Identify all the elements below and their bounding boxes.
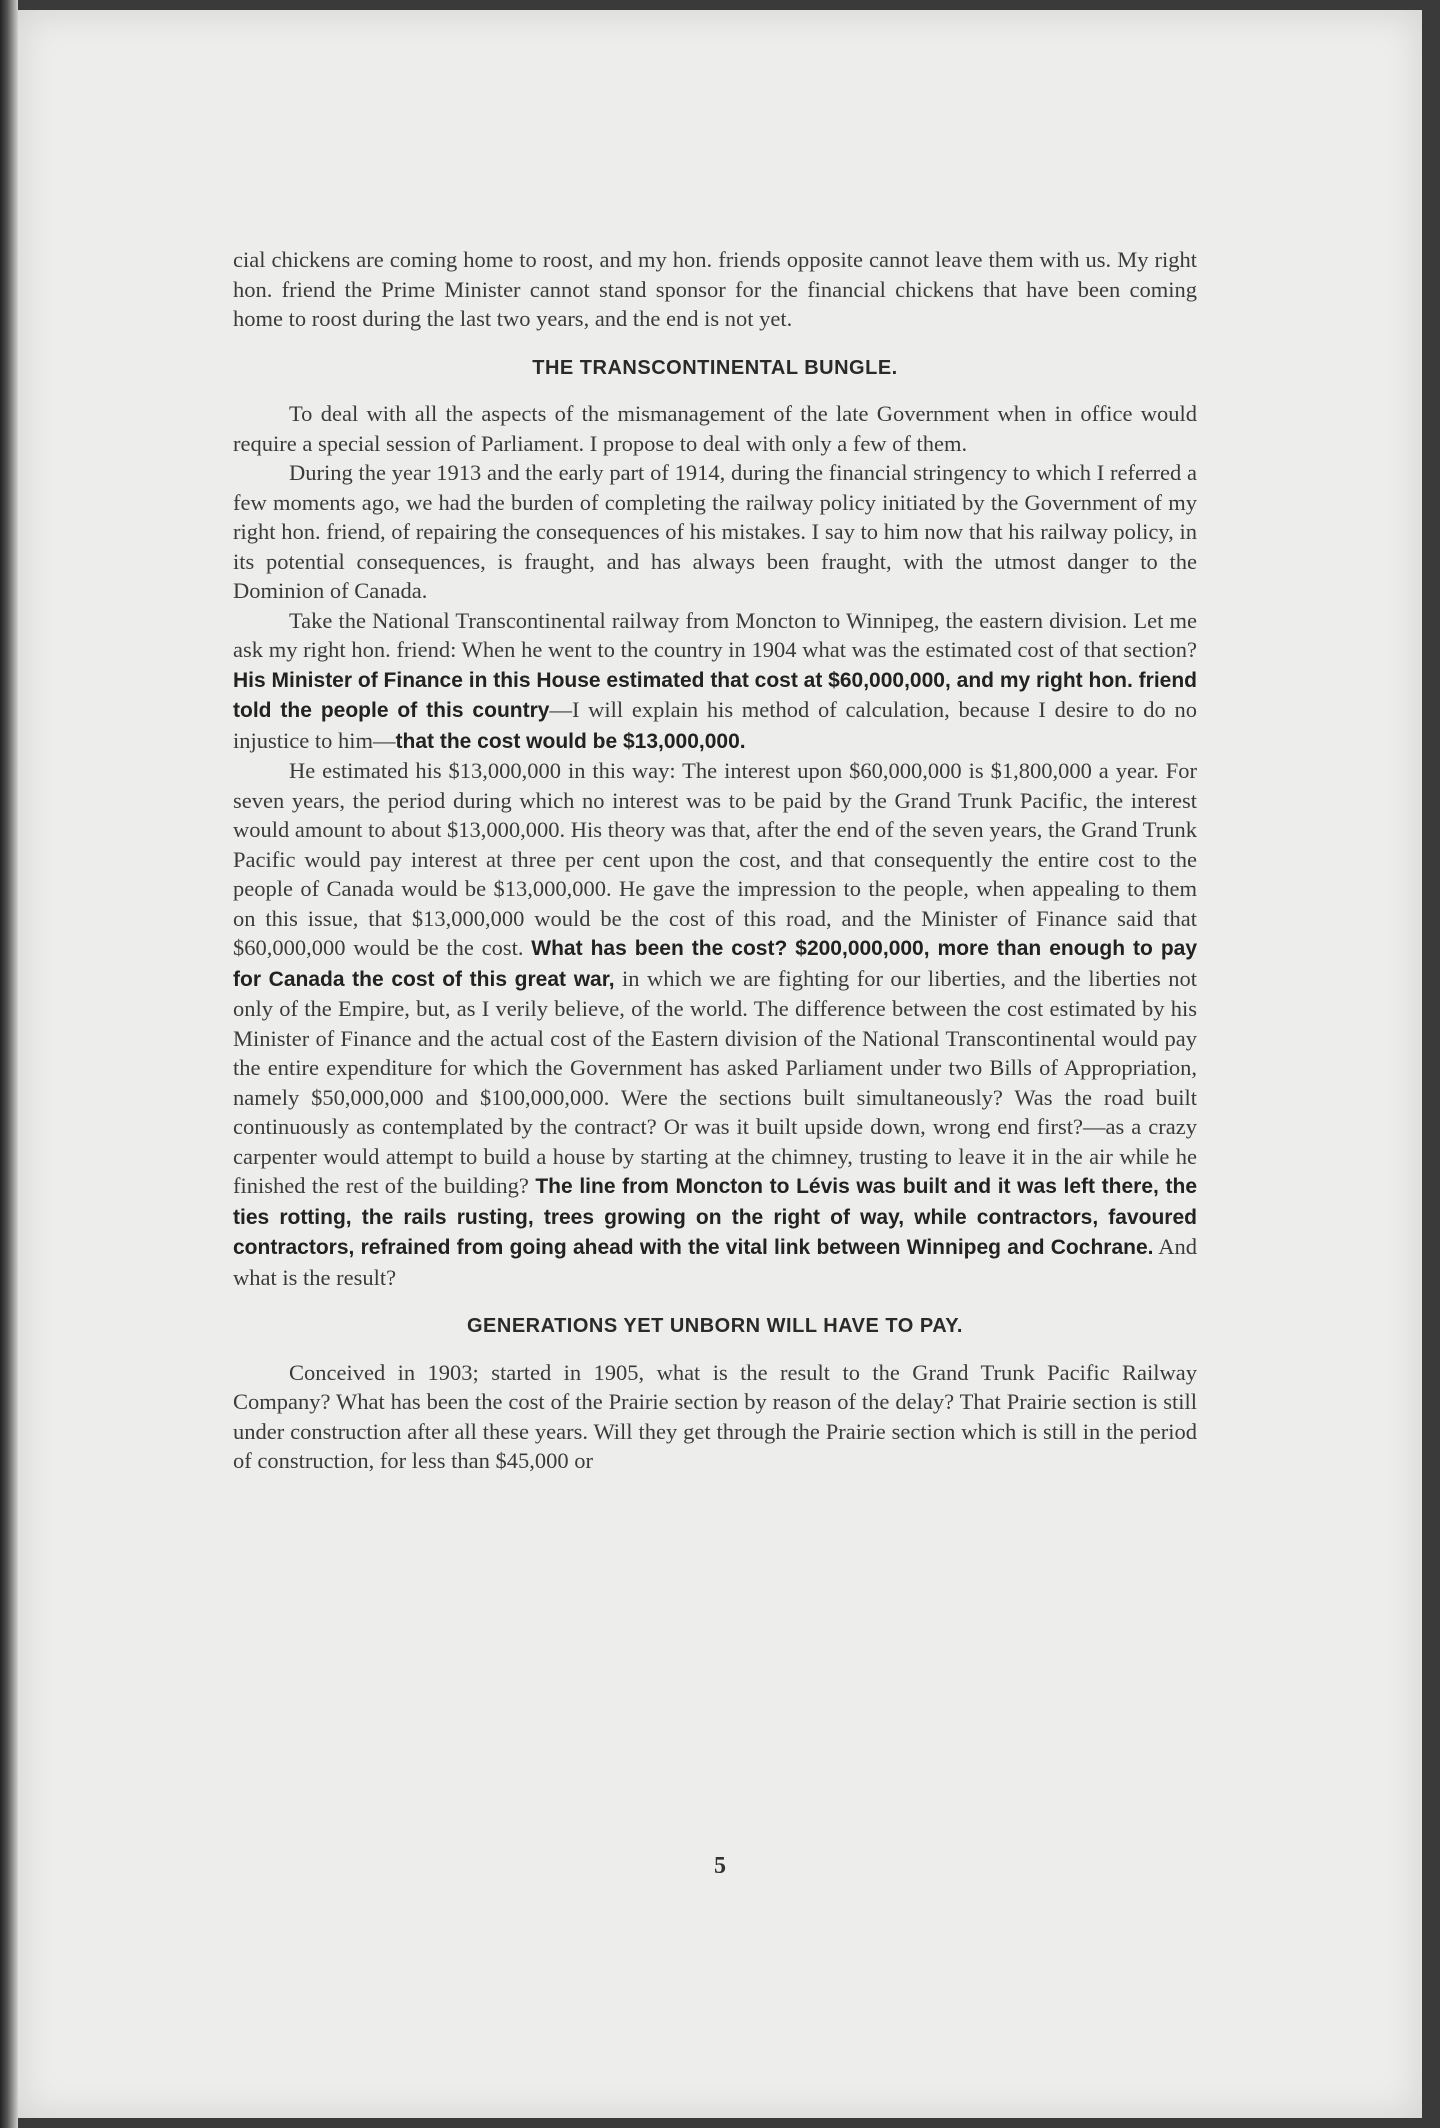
text-run: Take the National Transcontinental railway from Moncton to Winnipeg, the eastern division. Let me ask my right hon. friend: When he went to the country in 1904 what was the estimated cost of that section? xyxy=(233,607,1197,662)
text-run: —I will explain his method of calculation, because I desire to do no injustice to him— xyxy=(233,697,1197,753)
paragraph-mismanagement: To deal with all the aspects of the mismanagement of the late Government when in office would require a special session of Parliament. I propose to deal with only a few of them. xyxy=(233,401,1197,456)
section-heading-generations: GENERATIONS YET UNBORN WILL HAVE TO PAY. xyxy=(467,1315,963,1337)
text-run: And what is the result? xyxy=(233,1234,1197,1290)
document-page xyxy=(18,10,1422,2118)
paragraph-prairie-section: Conceived in 1903; started in 1905, what is the result to the Grand Trunk Pacific Railway Company? What has been the cost of the Prairie section by reason of the delay? That Prairie section is still under construction after all these years. Will they get through the Prairie section which is still in the period of construction, for less than $45,000 or xyxy=(233,1359,1197,1473)
binding-edge xyxy=(0,0,18,2128)
paragraph-national-transcontinental xyxy=(233,606,1197,757)
section-heading-transcontinental: THE TRANSCONTINENTAL BUNGLE. xyxy=(532,356,898,379)
paragraph-railway-policy: During the year 1913 and the early part of 1914, during the financial stringency to which I referred a few moments ago, we had the burden of completing the railway policy initiated by the Government of my right hon. friend, of repairing the consequences of his mistakes. I say to him now that his railway policy, in its potential consequences, is fraught, and has always been fraught, with the utmost danger to the Dominion of Canada. xyxy=(233,460,1197,603)
text-run: in which we are fighting for our liberties, and the liberties not only of the Empire, but, as I verily believe, of the world. The difference between the cost estimated by his Minister of Finance and the actual cost of the Eastern division of the National Transcontinental would pay the entire expenditure for which the Government has asked Parliament under two Bills of Appropriation, namely $50,000,000 and $100,000,000. Were the sections built simultaneously? Was the road built continuously as contemplated by the contract? Or was it built upside down, wrong end first?—as a crazy carpenter would attempt to build a house by starting at the chimney, trusting to leave it in the air while he finished the rest of the building? xyxy=(233,965,1198,1198)
bold-text-run: that the cost would be $13,000,000. xyxy=(395,729,746,753)
page-number: 5 xyxy=(714,1853,726,1879)
bold-text-run: What has been the cost? $200,000,000, more than enough to pay for Canada the cost of this great war, xyxy=(233,937,1198,991)
bold-text-run: His Minister of Finance in this House estimated that cost at $60,000,000, and my right hon. friend told the people of this country xyxy=(233,668,1197,722)
body-text xyxy=(233,245,1197,1476)
text-run: He estimated his $13,000,000 in this way: The interest upon $60,000,000 is $1,800,000 a year. For seven years, the period during which no interest was to be paid by the Grand Trunk Pacific, the interest would amount to about $13,000,000. His theory was that, after the end of the seven years, the Grand Trunk Pacific would pay interest at three per cent upon the cost, and that consequently the entire cost to the people of Canada would be $13,000,000. He gave the impression to the people, when appealing to them on this issue, that $13,000,000 would be the cost of this road, and the Minister of Finance said that $60,000,000 would be the cost. xyxy=(233,758,1197,960)
bold-text-run: The line from Moncton to Lévis was built and it was left there, the ties rotting, the rails rusting, trees growing on the right of way, while contractors, favoured contractors, refrained from going ahead with the vital link between Winnipeg and Cochrane. xyxy=(233,1175,1198,1259)
paragraph-cost-estimate xyxy=(233,756,1197,1292)
intro-paragraph: cial chickens are coming home to roost, and my hon. friends opposite cannot leave them with us. My right hon. friend the Prime Minister cannot stand sponsor for the financial chickens that have been coming home to roost during the last two years, and the end is not yet. xyxy=(233,247,1197,331)
